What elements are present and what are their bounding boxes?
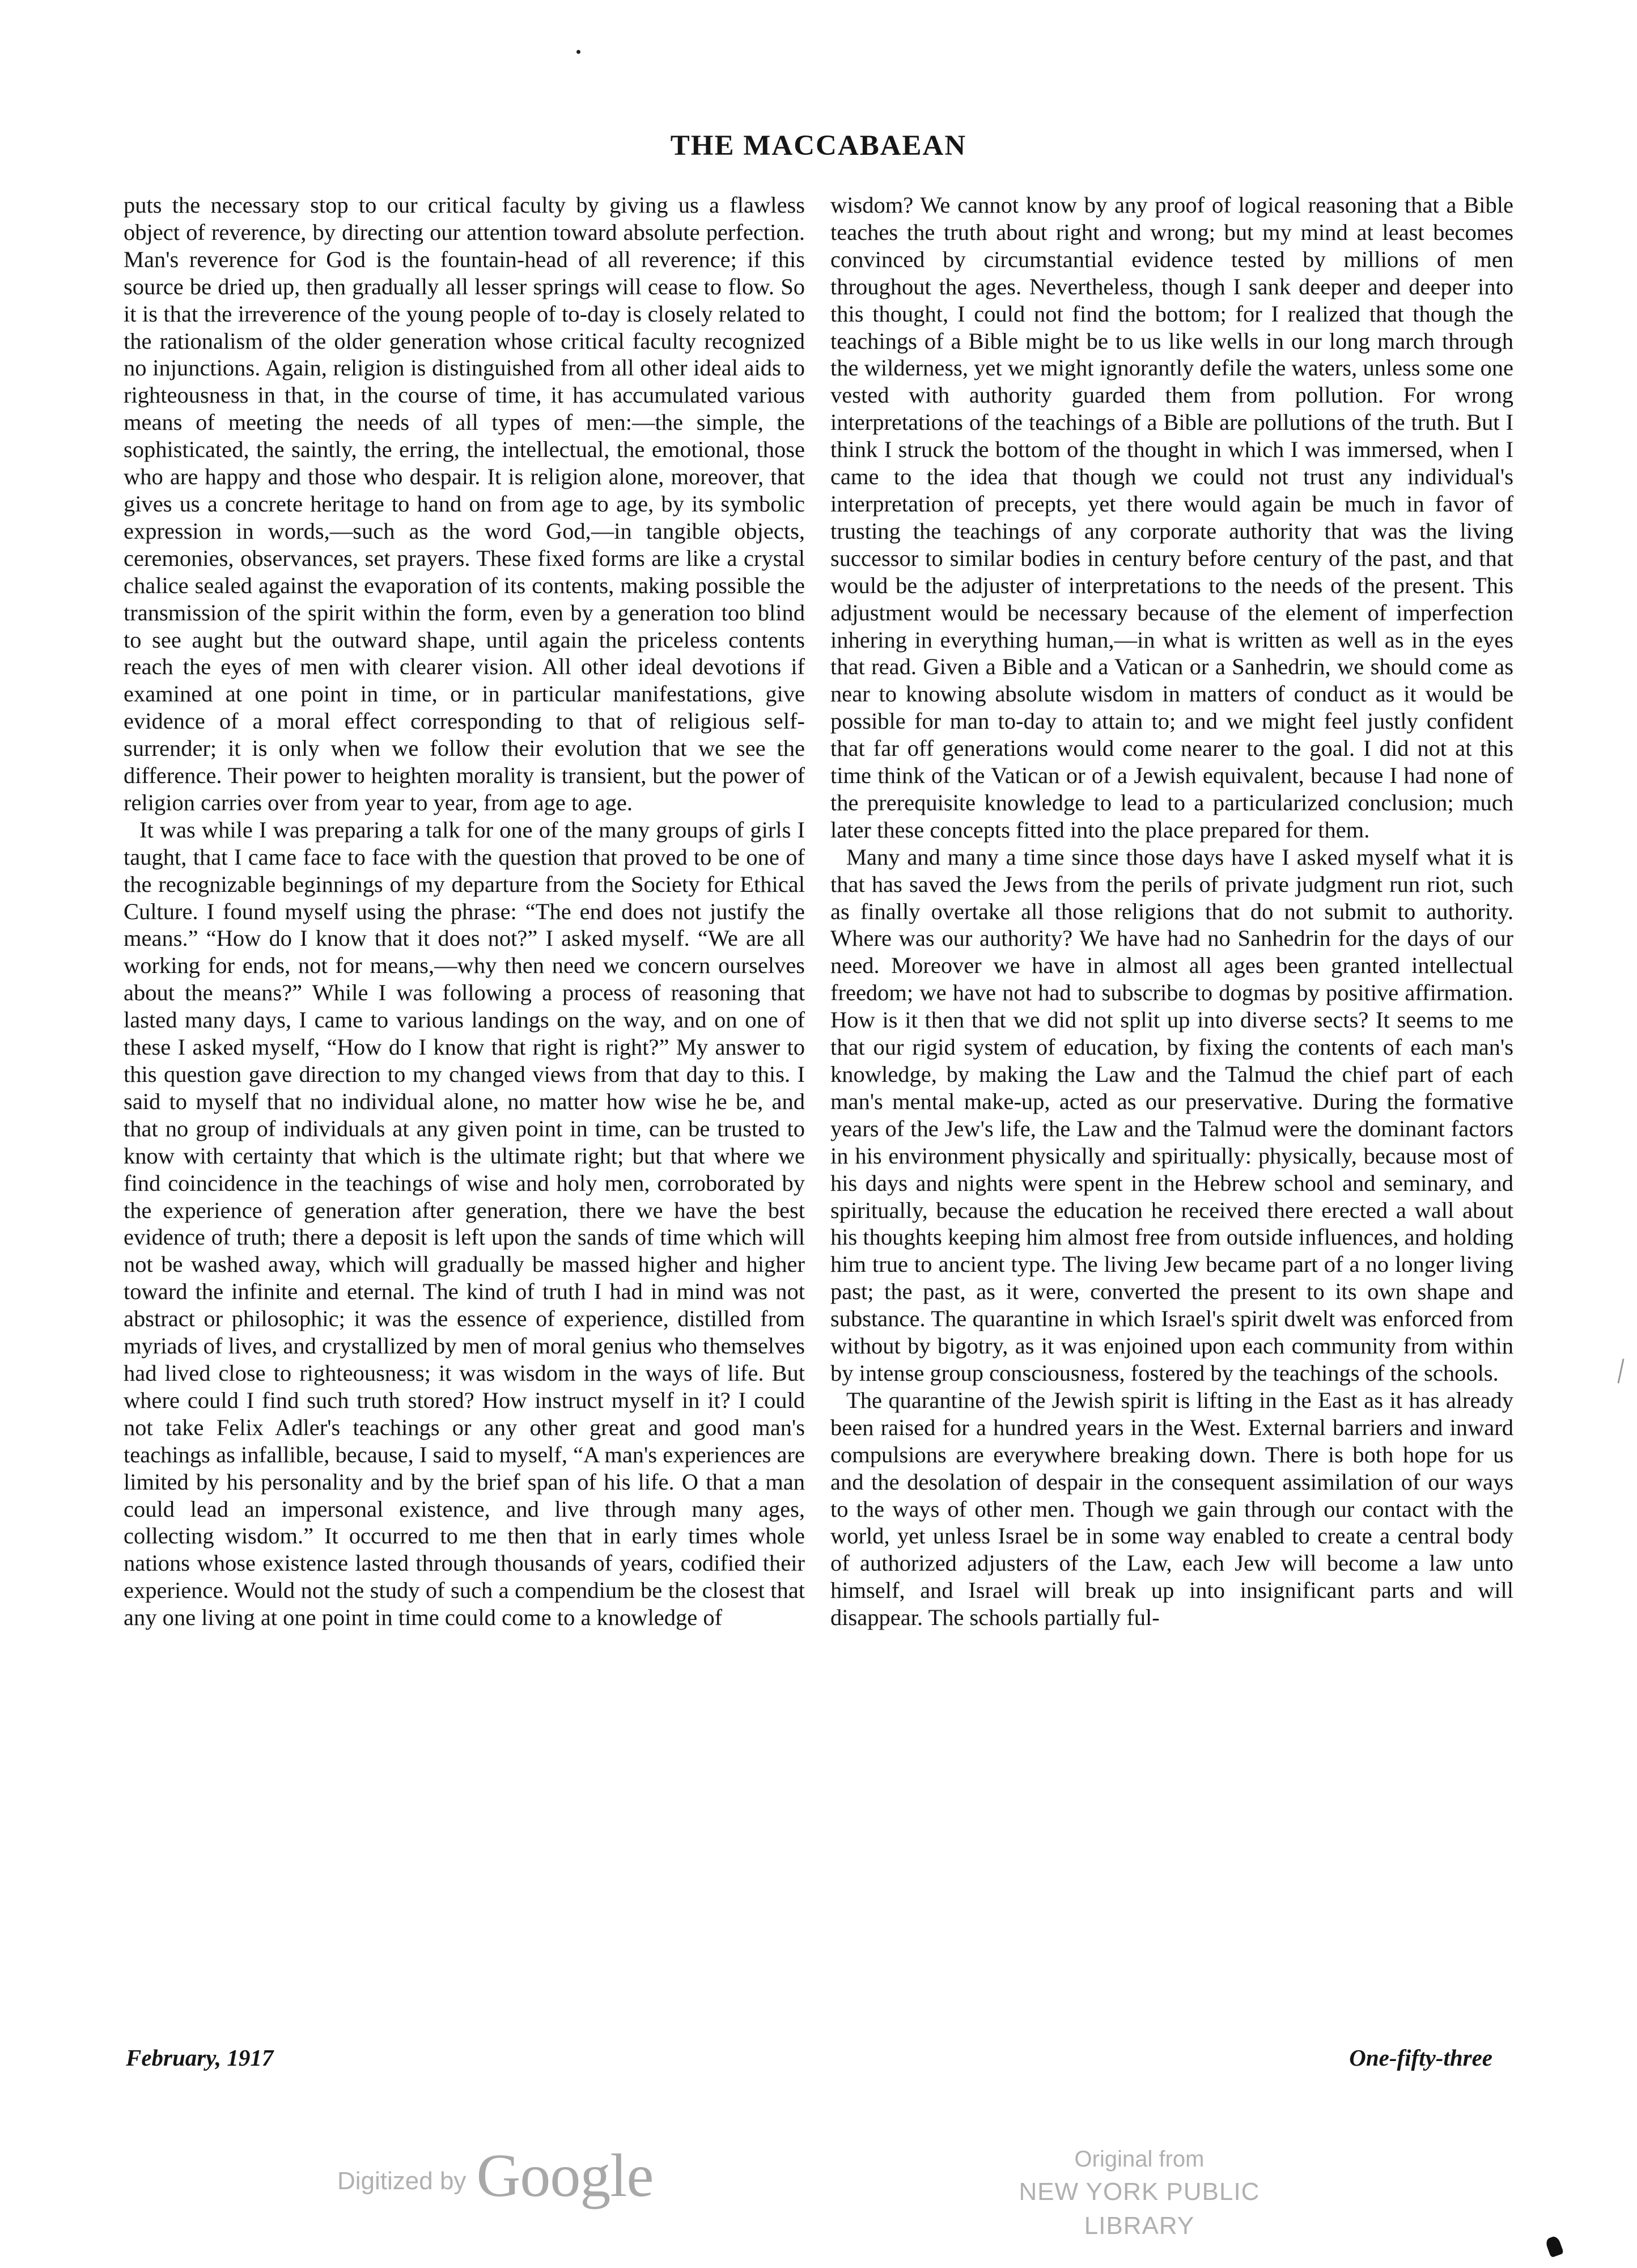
text-column-left (124, 192, 805, 2037)
paragraph: puts the necessary stop to our critical faculty by giving us a flawless object of reverence, by directing our attention toward absolute perfection. Man's reverence for God is the fountain-head of all reverence; if this source be dried up, then gradually all lesser springs will cease to flow. So it is that the irreverence of the young people of to-day is closely related to the rationalism of the older generation whose critical faculty recognized no injunctions. Again, religion is distinguished from all other ideal aids to righteousness in that, in the course of time, it has accumulated various means of meeting the needs of all types of men:—the simple, the sophisticated, the saintly, the erring, the intellectual, the emotional, those who are happy and those who despair. It is religion alone, moreover, that gives us a concrete heritage to hand on from age to age, by its symbolic expression in words,—such as the word God,—in tangible objects, ceremonies, observances, set prayers. These fixed forms are like a crystal chalice sealed against the evaporation of its contents, making possible the transmission of the spirit within the form, even by a generation too blind to see aught but the outward shape, until again the priceless contents reach the eyes of men with clearer vision. All other ideal devotions if examined at one point in time, or in particular manifestations, give evidence of a moral effect corresponding to that of religious self-surrender; it is only when we follow their evolution that we see the difference. Their power to heighten morality is transient, but the power of religion carries over from year to year, from age to age. (124, 192, 805, 815)
paragraph: The quarantine of the Jewish spirit is lifting in the East as it has already been raised for a hundred years in the West. External barriers and inward compulsions are everywhere breaking down. There is both hope for us and the desolation of despair in the consequent assimilation of our ways to the ways of other men. Though we gain through our contact with the world, yet unless Israel be in some way enabled to create a central body of authorized adjusters of the Law, each Jew will become a law unto himself, and Israel will break up into insignificant parts and will disappear. The schools partially ful- (830, 1387, 1513, 1631)
running-header: THE MACCABAEAN (670, 130, 967, 162)
footer-date: February, 1917 (126, 2045, 274, 2071)
ink-speck (576, 50, 580, 54)
text-column-right (830, 192, 1513, 2037)
original-from-watermark (981, 2143, 1298, 2243)
original-source: NEW YORK PUBLIC LIBRARY (1019, 2178, 1260, 2240)
scan-artifact (1545, 2235, 1564, 2258)
margin-mark (1617, 1359, 1624, 1383)
paragraph: It was while I was preparing a talk for one of the many groups of girls I taught, that I came face to face with the question that proved to be one of the recognizable beginnings of my departure from the Society for Ethical Culture. I found myself using the phrase: “The end does not justify the means.” “How do I know that it does not?” I asked myself. “We are all working for ends, not for means,—why then need we concern ourselves about the means?” While I was following a process of reasoning that lasted many days, I came to various landings on the way, and on one of these I asked myself, “How do I know that right is right?” My answer to this question gave direction to my changed views from that day to this. I said to myself that no individual alone, no matter how wise he be, and that no group of individuals at any given point in time, can be trusted to know with certainty that which is the ultimate right; but that where we find coincidence in the teachings of wise and holy men, corroborated by the experience of generation after generation, there we have the best evidence of truth; there a deposit is left upon the sands of time which will not be washed away, which will gradually be massed higher and higher toward the infinite and eternal. The kind of truth I had in mind was not abstract or philosophic; it was the essence of experience, distilled from myriads of lives, and crystallized by men of moral genius who themselves had lived close to righteousness; it was wisdom in the ways of life. But where could I find such truth stored? How instruct myself in it? I could not take Felix Adler's teachings or any other great and good man's teachings as infallible, because, I said to myself, “A man's experiences are limited by his personality and by the brief span of his life. O that a man could lead an impersonal existence, and live through many ages, collecting wisdom.” It occurred to me then that in early times whole nations whose existence lasted through thousands of years, codified their experience. Would not the study of such a compendium be the closest that any one living at one point in time could come to a knowledge of (124, 816, 805, 1631)
digitized-label: Digitized by (337, 2167, 466, 2195)
paragraph: Many and many a time since those days have I asked myself what it is that has saved the Jews from the perils of private judgment run riot, such as finally overtake all those religions that do not submit to authority. Where was our authority? We have had no Sanhedrin for the days of our need. Moreover we have in almost all ages been granted intellectual freedom; we have not had to subscribe to dogmas by positive affirmation. How is it then that we did not split up into diverse sects? It seems to me that our rigid system of education, by fixing the contents of each man's knowledge, by making the Law and the Talmud the chief part of each man's mental make-up, acted as our preservative. During the formative years of the Jew's life, the Law and the Talmud were the dominant factors in his environment physically and spiritually: physically, because most of his days and nights were spent in the Hebrew school and seminary, and spiritually, because the education he received there erected a wall about his thoughts keeping him almost free from outside influences, and holding him true to ancient type. The living Jew became part of a no longer living past; the past, as it were, converted the present to its own shape and substance. The quarantine in which Israel's spirit dwelt was enforced from without by bigotry, as it was enjoined upon each community from within by intense group consciousness, fostered by the teachings of the schools. (830, 844, 1513, 1386)
original-label: Original from (1074, 2147, 1205, 2172)
google-logo: Google (476, 2142, 654, 2210)
footer-page-number: One-fifty-three (1349, 2045, 1492, 2071)
digitized-by-watermark (337, 2142, 653, 2210)
paragraph: wisdom? We cannot know by any proof of logical reasoning that a Bible teaches the truth about right and wrong; but my mind at least becomes convinced by circumstantial evidence tested by millions of men throughout the ages. Nevertheless, though I sank deeper and deeper into this thought, I could not find the bottom; for I realized that though the teachings of a Bible might be to us like wells in our long march through the wilderness, yet we might ignorantly defile the waters, unless some one vested with authority guarded them from pollution. For wrong interpretations of the teachings of a Bible are pollutions of the truth. But I think I struck the bottom of the thought in which I was immersed, when I came to the idea that though we could not trust any individual's interpretation of precepts, yet there would again be much in favor of trusting the teachings of any corporate authority that was the living successor to similar bodies in century before century of the past, and that would be the adjuster of interpretations to the needs of the present. This adjustment would be necessary because of the element of imperfection inhering in everything human,—in what is written as well as in the eyes that read. Given a Bible and a Vatican or a Sanhedrin, we should come as near to knowing absolute wisdom in matters of conduct as it would be possible for man to-day to attain to; and we might feel justly confident that far off generations would come nearer to the goal. I did not at this time think of the Vatican or of a Jewish equivalent, because I had none of the prerequisite knowledge to lead to a particularized conclusion; much later these concepts fitted into the place prepared for them. (830, 192, 1513, 843)
